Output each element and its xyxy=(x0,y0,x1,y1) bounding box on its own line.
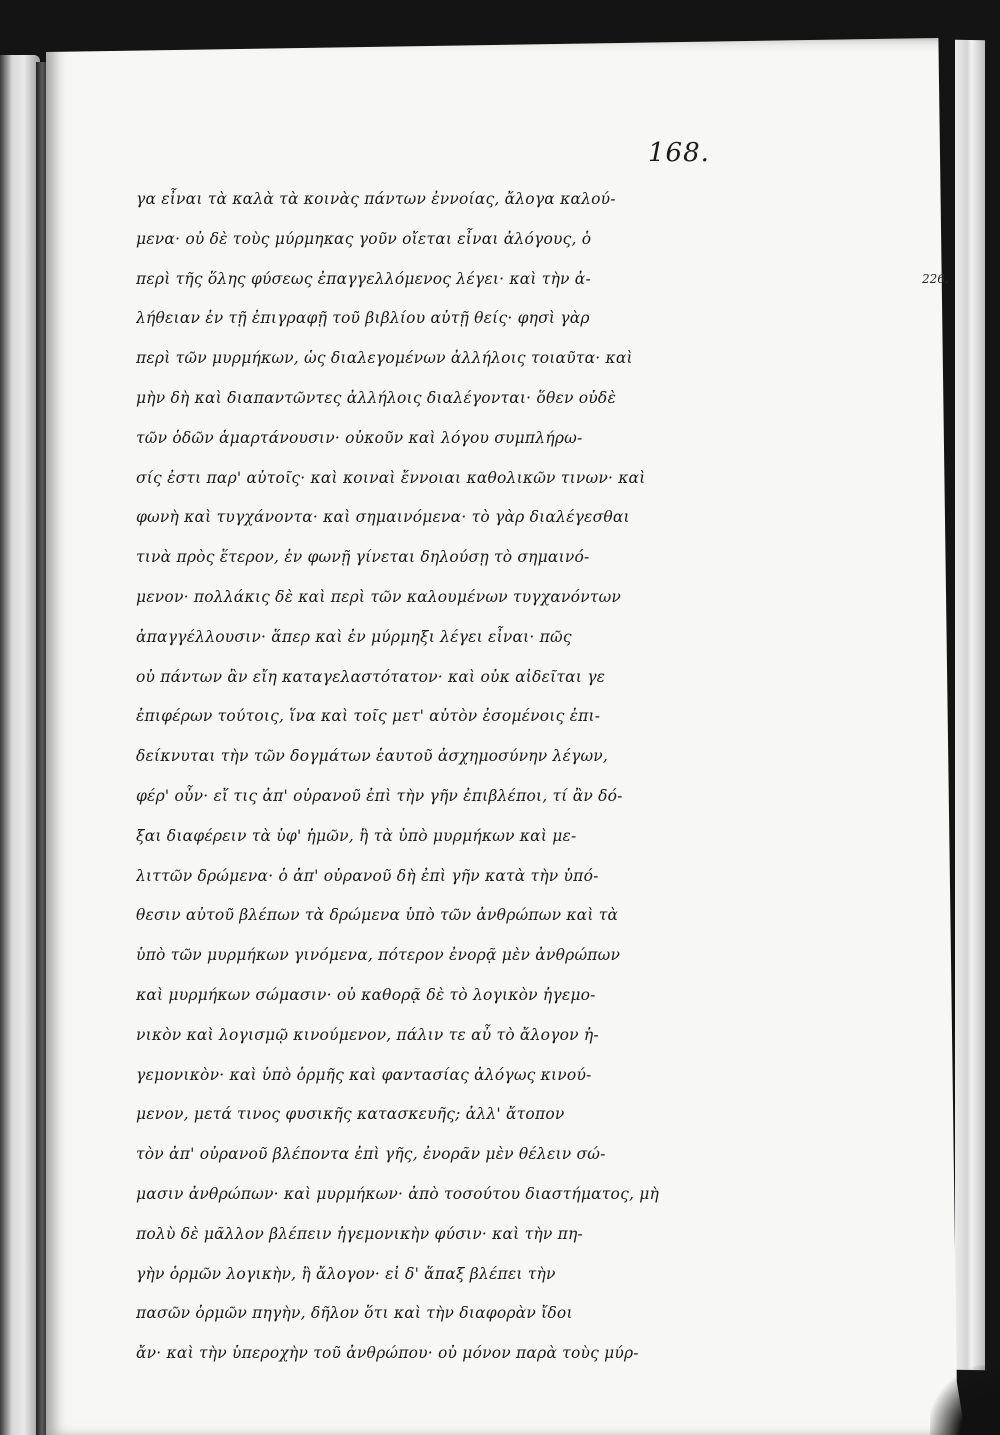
text-line: πασῶν ὁρμῶν πηγὴν, δῆλον ὅτι καὶ τὴν διαφορὰν ἴδοι xyxy=(136,1304,573,1323)
text-line: ἐπιφέρων τούτοις, ἵνα καὶ τοῖς μετ' αὐτὸν ἐσομένοις ἐπι- xyxy=(136,707,601,726)
text-line: τῶν ὁδῶν ἁμαρτάνουσιν· οὐκοῦν καὶ λόγου συμπλήρω- xyxy=(136,428,583,447)
text-line: μενα· οὐ δὲ τοὺς μύρμηκας γοῦν οἴεται εἶναι ἀλόγους, ὁ xyxy=(136,229,592,248)
text-line: τινὰ πρὸς ἕτερον, ἐν φωνῇ γίνεται δηλούσῃ τὸ σημαινό- xyxy=(136,548,590,567)
manuscript-text xyxy=(136,180,676,1374)
corner-shadow xyxy=(930,1365,1000,1435)
text-line: γὴν ὁρμῶν λογικὴν, ἢ ἄλογον· εἰ δ' ἅπαξ βλέπει τὴν xyxy=(136,1264,556,1283)
text-line: θεσιν αὐτοῦ βλέπων τὰ δρώμενα ὑπὸ τῶν ἀνθρώπων καὶ τὰ xyxy=(136,906,619,925)
facing-page-edge xyxy=(0,55,40,1435)
text-line: οὐ πάντων ἂν εἴη καταγελαστότατον· καὶ οὐκ αἰδεῖται γε xyxy=(136,667,606,686)
text-line: γα εἶναι τὰ καλὰ τὰ κοινὰς πάντων ἐννοίας, ἄλογα καλού- xyxy=(136,190,616,208)
text-line: πολὺ δὲ μᾶλλον βλέπειν ἡγεμονικὴν φύσιν· καὶ τὴν πη- xyxy=(136,1224,583,1243)
text-line: φωνὴ καὶ τυγχάνοντα· καὶ σημαινόμενα· τὸ γὰρ διαλέγεσθαι xyxy=(136,508,630,527)
text-line: μὴν δὴ καὶ διαπαντῶντες ἀλλήλοις διαλέγονται· ὅθεν οὐδὲ xyxy=(136,388,616,407)
text-line: φέρ' οὖν· εἴ τις ἀπ' οὐρανοῦ ἐπὶ τὴν γῆν ἐπιβλέποι, τί ἂν δό- xyxy=(136,786,623,805)
text-line: λιττῶν δρώμενα· ὁ ἀπ' οὐρανοῦ δὴ ἐπὶ γῆν κατὰ τὴν ὑπό- xyxy=(136,866,599,885)
text-line: σίς ἐστι παρ' αὐτοῖς· καὶ κοιναὶ ἔννοιαι καθολικῶν τινων· καὶ xyxy=(136,468,646,487)
text-line: δείκνυται τὴν τῶν δογμάτων ἑαυτοῦ ἀσχημοσύνην λέγων, xyxy=(136,747,609,766)
margin-note: 226. xyxy=(922,272,949,286)
text-line: μενον, μετά τινος φυσικῆς κατασκευῆς; ἀλλ' ἄτοπον xyxy=(136,1105,565,1124)
text-line: λήθειαν ἐν τῇ ἐπιγραφῇ τοῦ βιβλίου αὐτῇ θείς· φησὶ γὰρ xyxy=(136,309,590,328)
text-line: περὶ τῶν μυρμήκων, ὡς διαλεγομένων ἀλλήλοις τοιαῦτα· καὶ xyxy=(136,349,633,368)
page-edge-right xyxy=(955,40,985,1371)
text-line: καὶ μυρμήκων σώμασιν· οὐ καθορᾷ δὲ τὸ λογικὸν ἡγεμο- xyxy=(136,985,596,1004)
text-line: νικὸν καὶ λογισμῷ κινούμενον, πάλιν τε αὖ τὸ ἄλογον ἡ- xyxy=(136,1025,599,1044)
text-line: περὶ τῆς ὅλης φύσεως ἐπαγγελλόμενος λέγει· καὶ τὴν ἀ- xyxy=(136,269,591,288)
text-line: ἄν· καὶ τὴν ὑπεροχὴν τοῦ ἀνθρώπου· οὐ μόνον παρὰ τοὺς μύρ- xyxy=(136,1344,639,1363)
text-line: γεμονικὸν· καὶ ὑπὸ ὁρμῆς καὶ φαντασίας ἀλόγως κινού- xyxy=(136,1065,592,1084)
text-line: ὑπὸ τῶν μυρμήκων γινόμενα, πότερον ἐνορᾷ μὲν ἀνθρώπων xyxy=(136,946,621,965)
folio-number: 168. xyxy=(648,138,710,168)
text-line: μενον· πολλάκις δὲ καὶ περὶ τῶν καλουμένων τυγχανόντων xyxy=(136,587,622,606)
text-line: ἀπαγγέλλουσιν· ἅπερ καὶ ἐν μύρμηξι λέγει εἶναι· πῶς xyxy=(136,627,572,646)
text-line: μασιν ἀνθρώπων· καὶ μυρμήκων· ἀπὸ τοσούτου διαστήματος, μὴ xyxy=(136,1184,659,1203)
text-line: τὸν ἀπ' οὐρανοῦ βλέποντα ἐπὶ γῆς, ἐνορᾶν μὲν θέλειν σώ- xyxy=(136,1145,606,1164)
text-line: ξαι διαφέρειν τὰ ὑφ' ἡμῶν, ἢ τὰ ὑπὸ μυρμήκων καὶ με- xyxy=(136,826,577,845)
